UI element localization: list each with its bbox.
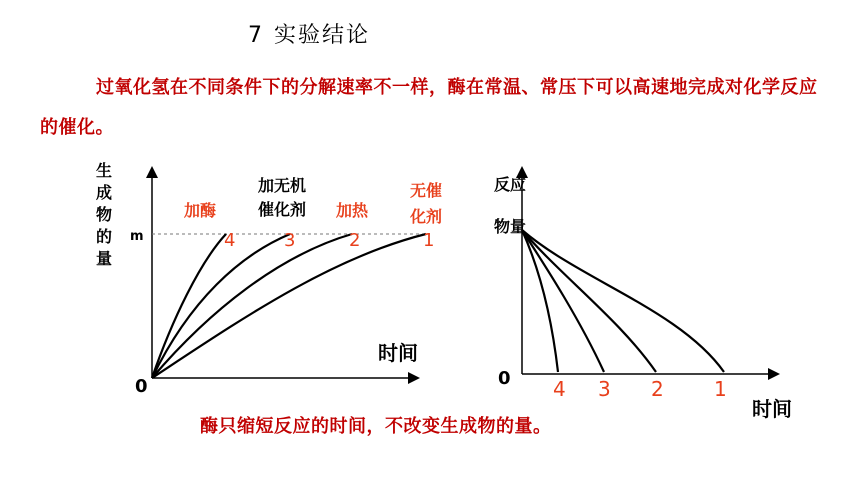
end-label-1: 1 bbox=[714, 377, 727, 401]
condition-none-line2: 化剂 bbox=[410, 207, 443, 226]
conclusion-paragraph: 过氧化氢在不同条件下的分解速率不一样，酶在常温、常压下可以高速地完成对化学反应的催化。 bbox=[40, 77, 818, 138]
left-y-axis-label-char: 的 bbox=[96, 227, 113, 246]
curve-label-1: 1 bbox=[423, 230, 435, 251]
right-y-axis-label-line1: 反应 bbox=[494, 175, 527, 194]
condition-inorganic-line2: 催化剂 bbox=[258, 200, 307, 219]
condition-enzyme: 加酶 bbox=[184, 201, 217, 220]
condition-heat: 加热 bbox=[336, 201, 369, 220]
end-label-2: 2 bbox=[651, 377, 664, 401]
left-y-axis-label-char: 量 bbox=[96, 249, 113, 268]
right-chart bbox=[494, 172, 792, 421]
title-text: 实验结论 bbox=[274, 23, 371, 48]
curve-label-2: 2 bbox=[349, 230, 361, 251]
right-origin-label: 0 bbox=[498, 368, 511, 389]
condition-none-line1: 无催 bbox=[410, 181, 443, 200]
title-number: 7 bbox=[248, 23, 264, 48]
curve-label-3: 3 bbox=[284, 230, 296, 251]
right-x-axis-label: 时间 bbox=[752, 397, 792, 421]
left-y-axis-label bbox=[96, 161, 112, 268]
left-y-axis-label-char: 生 bbox=[96, 161, 113, 180]
right-y-axis-label-line2: 物量 bbox=[494, 217, 527, 236]
decay-curve-1 bbox=[522, 230, 724, 372]
decay-curve-4 bbox=[522, 230, 558, 372]
left-y-axis-label-char: 成 bbox=[96, 183, 113, 202]
end-label-3: 3 bbox=[598, 377, 611, 401]
end-label-4: 4 bbox=[553, 377, 566, 401]
m-label: m bbox=[130, 229, 144, 244]
left-x-axis-label: 时间 bbox=[378, 341, 418, 365]
curve-label-4: 4 bbox=[224, 230, 236, 251]
left-origin-label: 0 bbox=[135, 376, 148, 397]
condition-inorganic-line1: 加无机 bbox=[258, 176, 307, 195]
left-y-axis-label-char: 物 bbox=[96, 205, 113, 224]
conclusion-text: 酶只缩短反应的时间，不改变生成物的量。 bbox=[200, 416, 552, 437]
left-chart bbox=[96, 161, 442, 397]
